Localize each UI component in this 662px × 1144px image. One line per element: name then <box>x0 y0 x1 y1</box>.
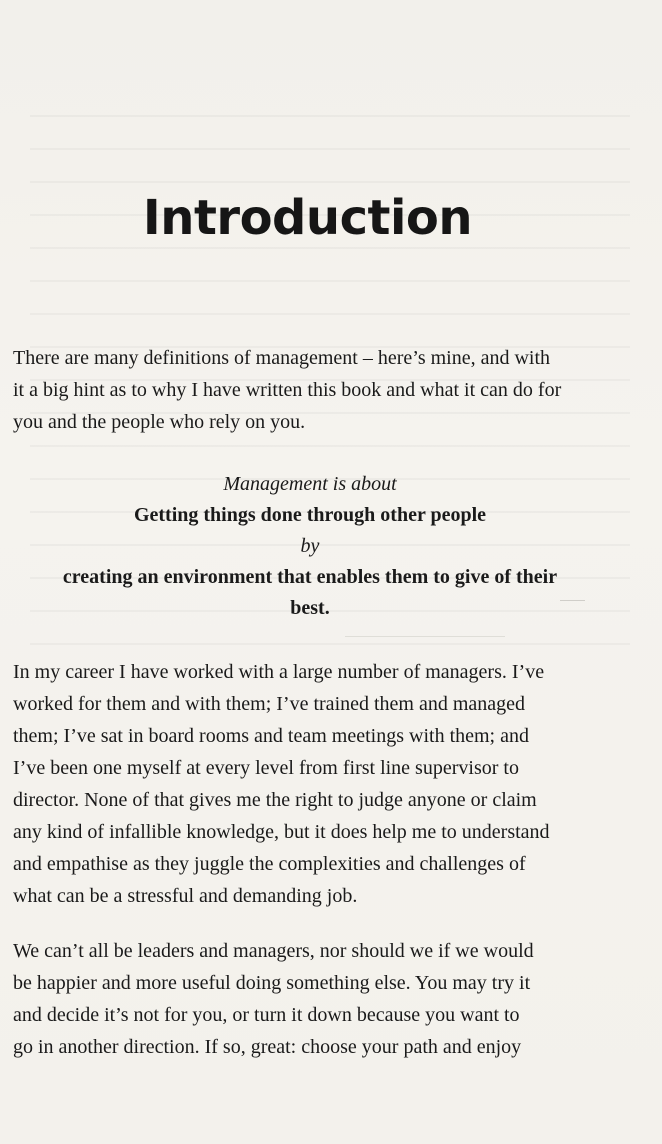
career-paragraph <box>13 656 643 912</box>
quote-line: by <box>300 535 320 557</box>
text-line: and empathise as they juggle the complexities and challenges of <box>13 853 526 875</box>
choice-paragraph <box>13 935 643 1063</box>
text-line: I’ve been one myself at every level from first line supervisor to <box>13 757 519 779</box>
quote-line: Getting things done through other people <box>133 504 487 526</box>
text-line: what can be a stressful and demanding job. <box>13 885 358 907</box>
intro-paragraph <box>13 342 643 438</box>
text-line: be happier and more useful doing something else. You may try it <box>13 972 531 994</box>
management-definition-quote <box>0 469 620 624</box>
quote-line: Management is about <box>223 473 397 495</box>
text-line: you and the people who rely on you. <box>13 411 306 433</box>
chapter-title: Introduction <box>142 190 473 246</box>
text-line: it a big hint as to why I have written this book and what it can do for <box>13 379 562 401</box>
quote-line: creating an environment that enables them to give of their <box>62 566 558 588</box>
quote-line: best. <box>290 597 330 619</box>
text-line: them; I’ve sat in board rooms and team meetings with them; and <box>13 725 529 747</box>
text-line: any kind of infallible knowledge, but it does help me to understand <box>13 821 550 843</box>
text-line: worked for them and with them; I’ve trained them and managed <box>13 693 526 715</box>
text-line: We can’t all be leaders and managers, nor should we if we would <box>13 940 534 962</box>
text-line: director. None of that gives me the right to judge anyone or claim <box>13 789 537 811</box>
text-line: go in another direction. If so, great: choose your path and enjoy <box>13 1036 522 1058</box>
text-line: and decide it’s not for you, or turn it down because you want to <box>13 1004 520 1026</box>
text-line: In my career I have worked with a large number of managers. I’ve <box>13 661 545 683</box>
paper-mark <box>560 600 585 601</box>
paper-mark <box>345 636 505 637</box>
text-line: There are many definitions of management – here’s mine, and with <box>13 347 551 369</box>
